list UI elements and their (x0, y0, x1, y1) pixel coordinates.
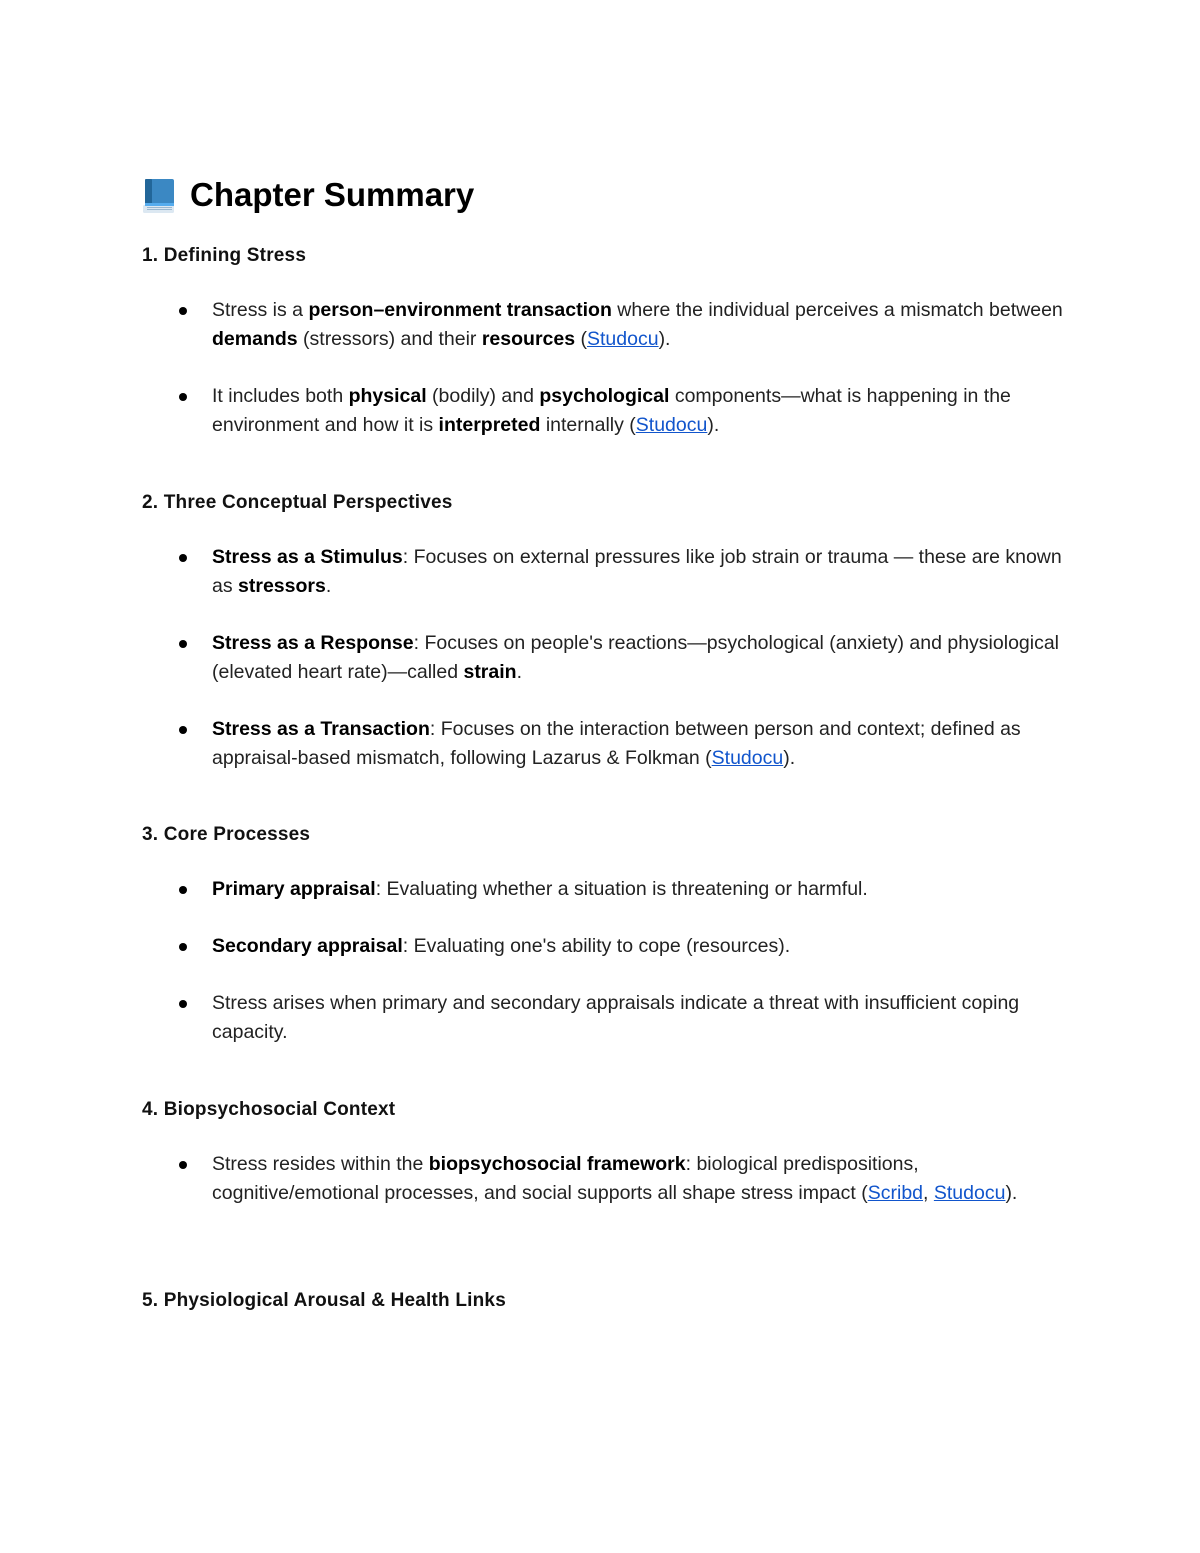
list-item (142, 989, 1082, 1047)
list-item (142, 382, 1082, 440)
bullet-dot-icon (179, 886, 187, 894)
bullet-dot-icon (179, 393, 187, 401)
bold-term: Stress as a Transaction (212, 718, 430, 740)
source-link-studocu[interactable]: Studocu (711, 747, 784, 769)
section-heading: 4. Biopsychosocial Context (142, 1099, 396, 1120)
bold-term: demands (212, 328, 298, 350)
text: . (516, 661, 522, 683)
list-item (142, 296, 1082, 354)
bullet-dot-icon (179, 726, 187, 734)
text: , (923, 1182, 934, 1204)
bullet-dot-icon (179, 1000, 187, 1008)
title-text: Chapter Summary (190, 176, 475, 213)
bold-term: Stress as a Response (212, 632, 414, 654)
text: Stress arises when primary and secondary appraisals indicate a threat with insufficient coping capacity. (212, 992, 1020, 1043)
bullet-list (142, 543, 1082, 773)
bold-term: stressors (238, 575, 326, 597)
section-heading: 3. Core Processes (142, 824, 311, 845)
text: ). (658, 328, 671, 350)
bold-term: person–environment transaction (308, 299, 612, 321)
list-item (142, 629, 1082, 687)
source-link-studocu[interactable]: Studocu (635, 414, 708, 436)
section-biopsychosocial-context (142, 1098, 1082, 1208)
list-item (142, 1150, 1082, 1208)
bold-term: interpreted (438, 414, 541, 436)
bold-term: resources (481, 328, 576, 350)
section-heading: 5. Physiological Arousal & Health Links (142, 1290, 506, 1311)
bullet-dot-icon (179, 640, 187, 648)
section-physiological-arousal (142, 1289, 1082, 1313)
text: (stressors) and their (297, 328, 482, 350)
source-link-scribd[interactable]: Scribd (867, 1182, 924, 1204)
bullet-dot-icon (179, 307, 187, 315)
text: ). (783, 747, 796, 769)
bold-term: biopsychosocial framework (428, 1153, 686, 1175)
source-link-studocu[interactable]: Studocu (587, 328, 659, 350)
blue-book-icon (142, 178, 176, 214)
text: : Evaluating one's ability to cope (resources). (402, 935, 791, 957)
text: (bodily) and (426, 385, 540, 407)
bold-term: psychological (539, 385, 670, 407)
text: internally ( (540, 414, 636, 436)
text: : Focuses on people's reactions—psychological (anxiety) and physiological (elevated heart rate)—called (212, 632, 1060, 683)
text: : biological predispositions, cognitive/emotional processes, and social supports all shape stress impact ( (212, 1153, 919, 1204)
bold-term: Primary appraisal (212, 878, 376, 900)
text: Stress resides within the (212, 1153, 429, 1175)
section-heading: 1. Defining Stress (142, 245, 307, 266)
bold-term: Stress as a Stimulus (212, 546, 403, 568)
bullet-dot-icon (179, 1161, 187, 1169)
bullet-list (142, 1150, 1082, 1208)
text: . (325, 575, 332, 597)
text: where the individual perceives a mismatch between (611, 299, 1063, 321)
bullet-list (142, 875, 1082, 1047)
bullet-list (142, 296, 1082, 440)
text: : Evaluating whether a situation is threatening or harmful. (375, 878, 868, 900)
text: : Focuses on the interaction between person and context; defined as appraisal-based mismatch, following Lazarus & Folkman ( (212, 718, 1021, 769)
bold-term: physical (348, 385, 427, 407)
list-item (142, 715, 1082, 773)
text: ). (707, 414, 720, 436)
source-link-studocu[interactable]: Studocu (933, 1182, 1006, 1204)
text: components—what is happening in the environment and how it is (212, 385, 1011, 436)
section-heading: 2. Three Conceptual Perspectives (142, 492, 453, 513)
section-conceptual-perspectives (142, 491, 1082, 773)
bullet-dot-icon (179, 943, 187, 951)
bold-term: Secondary appraisal (212, 935, 403, 957)
list-item (142, 932, 1082, 961)
list-item (142, 875, 1082, 904)
list-item (142, 543, 1082, 601)
page-title (142, 172, 474, 218)
section-defining-stress (142, 244, 1082, 440)
bold-term: strain (463, 661, 517, 683)
text: Stress is a (212, 299, 309, 321)
text: It includes both (212, 385, 349, 407)
text: ). (1005, 1182, 1018, 1204)
text: ( (575, 328, 587, 350)
section-core-processes (142, 823, 1082, 1047)
bullet-dot-icon (179, 554, 187, 562)
text: : Focuses on external pressures like job strain or trauma — these are known as (212, 546, 1062, 597)
